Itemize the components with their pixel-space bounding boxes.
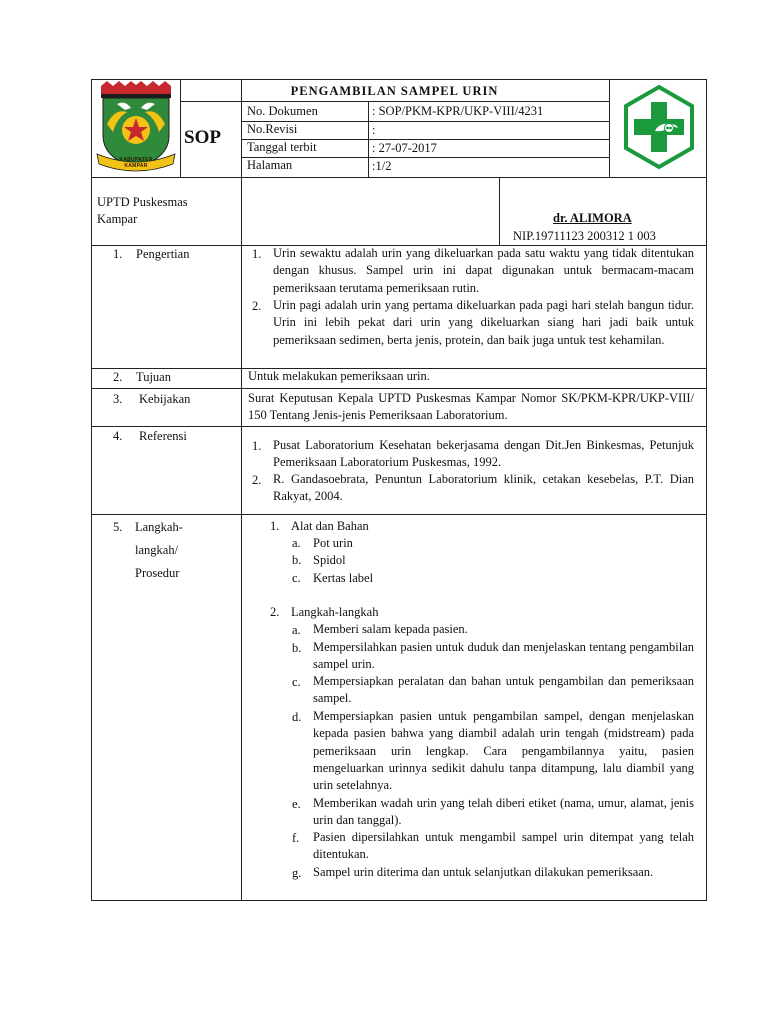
section-label-tujuan: Tujuan — [136, 370, 171, 384]
crest-ribbon-text: KABUPATEN KAMPAR — [119, 157, 153, 169]
row-label-no-dokumen: No. Dokumen — [247, 104, 318, 118]
puskesmas-logo — [622, 84, 696, 170]
alat-number: 1. — [270, 519, 280, 533]
signer-nip: NIP.19711123 200312 1 003 — [513, 229, 656, 243]
row-value-no-revisi: : — [372, 123, 376, 137]
steps-number: 2. — [270, 605, 280, 619]
step-letter: f. — [292, 831, 300, 845]
row-label-no-revisi: No.Revisi — [247, 122, 298, 136]
step-letter: c. — [292, 675, 301, 689]
section-label-referensi: Referensi — [139, 429, 187, 443]
pengertian-item-text: Urin pagi adalah urin yang pertama dikeluarkan pada pagi hari stelah bangun tidur. Urin ini lebih pekat dari urin yang dikeluarkan siang hari jadi baik untuk pemeriksaan sedimen, berta jenis, protein, dan baik juga untuk test kehamilan. — [273, 298, 694, 347]
section-no-langkah: 5. — [113, 520, 123, 534]
row-value-no-dokumen: : SOP/PKM-KPR/UKP-VIII/4231 — [372, 104, 544, 118]
referensi-item-text: Pusat Laboratorium Kesehatan bekerjasama dengan Dit.Jen Binkesmas, Petunjuk Pemeriksaan Laboratorium Puskesmas, 1992. — [273, 438, 694, 470]
rule-header-bottom — [91, 177, 707, 178]
rule-left — [91, 79, 92, 901]
step-letter: a. — [292, 623, 301, 637]
org-line1: UPTD Puskesmas — [97, 195, 188, 209]
sop-label: SOP — [184, 127, 221, 148]
rule-sec4-bottom — [91, 514, 707, 515]
rule-title-bottom — [180, 101, 609, 102]
row-value-tanggal-terbit: : 27-07-2017 — [372, 141, 437, 155]
rule-row3 — [241, 157, 609, 158]
signer-name: dr. ALIMORA — [553, 211, 632, 225]
row-label-halaman: Halaman — [247, 158, 293, 172]
kebijakan-text: Surat Keputusan Kepala UPTD Puskesmas Kampar Nomor SK/PKM-KPR/UKP-VIII/ 150 Tentang Jenis-jenis Pemeriksaan Laboratorium. — [248, 391, 694, 423]
document-title: PENGAMBILAN SAMPEL URIN — [290, 84, 499, 98]
pengertian-item-number: 2. — [252, 299, 262, 313]
pengertian-item-number: 1. — [252, 247, 262, 261]
rule-logo2-left — [609, 79, 610, 177]
step-letter: g. — [292, 866, 302, 880]
step-text: Pasien dipersilahkan untuk mengambil sampel urin ditempat yang telah ditentukan. — [313, 830, 694, 862]
rule-bottom — [91, 900, 707, 901]
section-no-pengertian: 1. — [113, 247, 123, 261]
rule-top — [91, 79, 707, 80]
step-text: Mempersiapkan pasien untuk pengambilan sampel, dengan menjelaskan kepada pasien bahwa yang diambil adalah urin tengah (midstream) pada pemeriksaan urin lengkap. Cara pengambilannya yaitu, pasien mengeluarkan urinnya sedikit dahulu tanpa ditampung, lalu diambil yang urin setelahnya. — [313, 709, 694, 793]
org-line2: Kampar — [97, 212, 138, 226]
referensi-item-number: 2. — [252, 473, 262, 487]
section-label-pengertian: Pengertian — [136, 247, 190, 261]
steps-title: Langkah-langkah — [291, 605, 379, 619]
rule-col-divider — [241, 79, 242, 901]
rule-right — [706, 79, 707, 901]
alat-item-letter: a. — [292, 536, 301, 550]
section-no-tujuan: 2. — [113, 370, 123, 384]
alat-item-letter: b. — [292, 553, 302, 567]
step-letter: b. — [292, 641, 302, 655]
alat-item-text: Pot urin — [313, 536, 353, 550]
puskesmas-cross-icon — [622, 84, 696, 170]
rule-sign-left — [499, 177, 500, 245]
rule-sec3-bottom — [91, 426, 707, 427]
tujuan-text: Untuk melakukan pemeriksaan urin. — [248, 369, 430, 383]
step-text: Mempersilahkan pasien untuk duduk dan menjelaskan tentang pengambilan sampel urin. — [313, 640, 694, 672]
step-text: Sampel urin diterima dan untuk selanjutkan dilakukan pemeriksaan. — [313, 865, 654, 879]
section-no-kebijakan: 3. — [113, 392, 123, 406]
section-label-kebijakan: Kebijakan — [139, 392, 191, 406]
alat-item-letter: c. — [292, 571, 301, 585]
section-label-langkah-3: Prosedur — [135, 566, 180, 580]
step-text: Memberikan wadah urin yang telah diberi etiket (nama, umur, alamat, jenis urin dan tanggal). — [313, 796, 694, 828]
section-no-referensi: 4. — [113, 429, 123, 443]
step-text: Memberi salam kepada pasien. — [313, 622, 468, 636]
kampar-crest-logo — [95, 80, 177, 176]
pengertian-item-text: Urin sewaktu adalah urin yang dikeluarkan pada satu waktu yang tidak ditentukan dengan khusus. Sampel urin ini dapat digunakan untuk bermacam-macam pemeriksaan terutama pemeriksaan rutin. — [273, 246, 694, 295]
alat-item-text: Kertas label — [313, 571, 374, 585]
referensi-item-number: 1. — [252, 439, 262, 453]
step-text: Mempersiapkan peralatan dan bahan untuk pengambilan dan pemeriksaan sampel. — [313, 674, 694, 706]
alat-title: Alat dan Bahan — [291, 519, 369, 533]
alat-item-text: Spidol — [313, 553, 346, 567]
rule-sec2-bottom — [91, 388, 707, 389]
row-value-halaman: :1/2 — [372, 159, 392, 173]
section-label-langkah-2: langkah/ — [135, 543, 179, 557]
row-label-tanggal-terbit: Tanggal terbit — [247, 140, 317, 154]
section-label-langkah-1: Langkah- — [135, 520, 183, 534]
step-letter: e. — [292, 797, 301, 811]
referensi-item-text: R. Gandasoebrata, Penuntun Laboratorium klinik, cetakan kesebelas, P.T. Dian Rakyat, 2004. — [273, 472, 694, 504]
step-letter: d. — [292, 710, 302, 724]
